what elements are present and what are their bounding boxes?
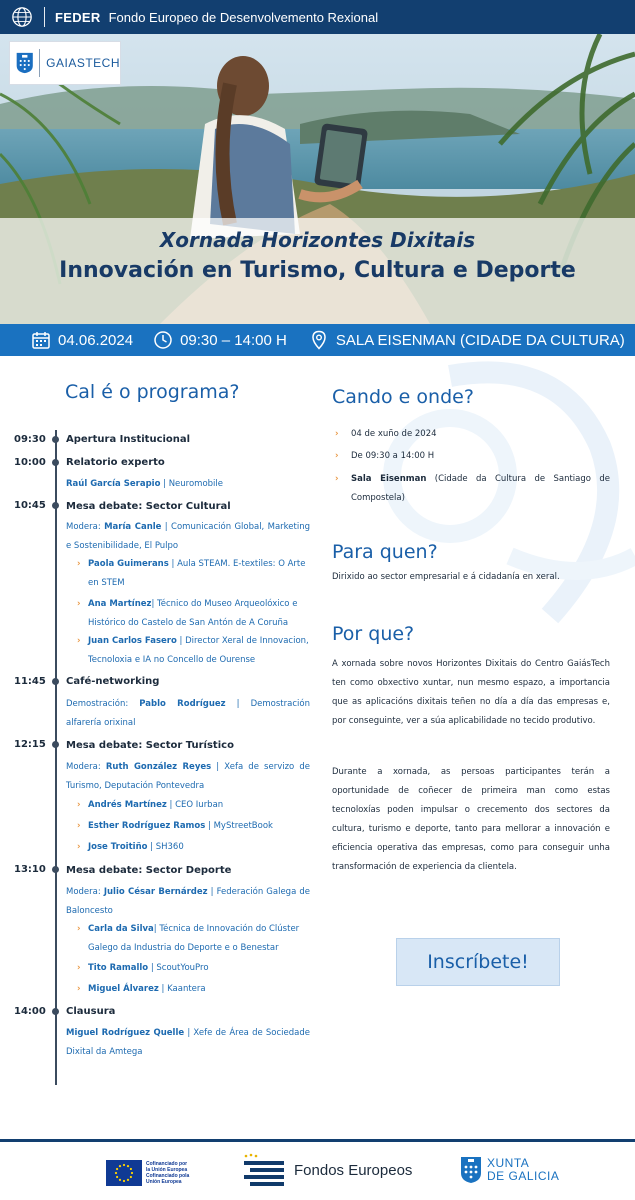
timeline-dot bbox=[52, 502, 59, 509]
clock-icon bbox=[153, 330, 173, 350]
agenda-time: 11:45 bbox=[14, 676, 46, 687]
chevron-right-icon: › bbox=[77, 559, 81, 569]
panelist-org: | Kaantera bbox=[158, 984, 206, 994]
agenda-moderator bbox=[66, 883, 310, 921]
venue-detail: (Cidade da Cultura de Santiago de Compostela) bbox=[351, 474, 610, 503]
gaiastech-wordmark: GAIASTECH bbox=[46, 56, 120, 70]
event-date-text: 04.06.2024 bbox=[58, 331, 134, 349]
agenda-speaker bbox=[66, 475, 310, 494]
who-text: Dirixido ao sector empresarial e á cidadanía en xeral. bbox=[332, 572, 560, 582]
feder-label: FEDER bbox=[55, 9, 101, 25]
agenda-title: Mesa debate: Sector Cultural bbox=[66, 501, 231, 512]
panelist-item bbox=[77, 980, 310, 999]
panelist-item bbox=[77, 796, 310, 815]
galicia-shield-icon bbox=[16, 47, 33, 79]
panelist-item bbox=[77, 595, 310, 633]
why-heading: Por que? bbox=[332, 623, 415, 645]
panelist-org: | Técnico do Museo Arqueolóxico e Histórico do Castelo de San Antón de A Coruña bbox=[88, 599, 298, 628]
event-subtitle: Xornada Horizontes Dixitais bbox=[159, 228, 476, 252]
program-timeline bbox=[55, 430, 57, 1085]
agenda-speaker bbox=[66, 1024, 310, 1062]
eu-line: Unión Europea bbox=[146, 1179, 182, 1185]
why-paragraph-2: Durante a xornada, as persoas participantes terán a oportunidade de coñecer de primeira man como estas tecnoloxías poden impulsar o crecemento dos sectores da cultura, turismo e deporte, tanto para mellorar a innovación e eficiencia operativa das empresas, como para conseguir unha transformación de experiencia da clientela. bbox=[332, 767, 610, 872]
chevron-right-icon: › bbox=[77, 599, 81, 609]
panelist-name: Jose Troitiño bbox=[88, 842, 148, 852]
xunta-line-1: XUNTA bbox=[487, 1156, 530, 1170]
chevron-right-icon: › bbox=[77, 963, 81, 973]
when-place-item bbox=[335, 470, 610, 508]
chevron-right-icon: › bbox=[77, 984, 81, 994]
chevron-right-icon: › bbox=[335, 451, 339, 461]
why-paragraph-1: A xornada sobre novos Horizontes Dixitais do Centro GaiásTech ten como obxectivo xuntar, nun mesmo espazo, a importancia que as aplicacións dixitais teñen no día a día das empresas e, por conseguinte, ver a súa aplicabilidade no tecido produtivo. bbox=[332, 659, 610, 726]
gaiastech-logo[interactable] bbox=[9, 41, 121, 85]
agenda-time: 09:30 bbox=[14, 434, 46, 445]
agenda-moderator bbox=[66, 758, 310, 796]
panelist-name: Juan Carlos Fasero bbox=[88, 636, 177, 646]
timeline-dot bbox=[52, 459, 59, 466]
panelist-item bbox=[77, 632, 310, 670]
agenda-title: Mesa debate: Sector Turístico bbox=[66, 740, 234, 751]
when-time-text: De 09:30 a 14:00 H bbox=[351, 451, 435, 461]
moderator-name: Julio César Bernárdez bbox=[103, 887, 208, 897]
speaker-name: Raúl García Serapio bbox=[66, 479, 161, 489]
chevron-right-icon: › bbox=[77, 924, 81, 934]
timeline-dot bbox=[52, 741, 59, 748]
panelist-name: Tito Ramallo bbox=[88, 963, 149, 973]
panelist-org: | Aula STEAM. E-textiles: O Arte en STEM bbox=[88, 559, 306, 588]
agenda-title: Mesa debate: Sector Deporte bbox=[66, 865, 232, 876]
eu-flag-icon bbox=[106, 1160, 142, 1186]
register-button[interactable]: Inscríbete! bbox=[396, 938, 560, 986]
fondos-europeos-text: Fondos Europeos bbox=[294, 1161, 413, 1179]
feder-full-name: Fondo Europeo de Desenvolvemento Rexional bbox=[108, 9, 379, 25]
when-date-text: 04 de xuño de 2024 bbox=[351, 429, 437, 439]
event-title: Innovación en Turismo, Cultura e Deporte bbox=[59, 258, 576, 283]
location-pin-icon bbox=[309, 330, 329, 350]
chevron-right-icon: › bbox=[77, 800, 81, 810]
when-place-text bbox=[335, 470, 610, 508]
event-time-text: 09:30 – 14:00 H bbox=[180, 331, 287, 349]
timeline-dot bbox=[52, 436, 59, 443]
panelist-org: | SH360 bbox=[147, 842, 184, 852]
calendar-icon bbox=[31, 330, 51, 350]
when-date-item bbox=[335, 425, 610, 444]
agenda-time: 14:00 bbox=[14, 1006, 46, 1017]
demo-org: | Demostración alfarería orixinal bbox=[66, 699, 310, 728]
event-date bbox=[31, 330, 133, 350]
panelist-org: | Técnica de Innovación do Clúster Galego da Industria do Deporte e o Benestar bbox=[88, 924, 300, 953]
hero-banner bbox=[0, 34, 635, 324]
when-heading: Cando e onde? bbox=[332, 386, 474, 408]
header-divider bbox=[44, 7, 45, 27]
panelist-item bbox=[77, 959, 310, 978]
moderator-org: | Xefa de servizo de Turismo, Deputación Pontevedra bbox=[66, 762, 310, 791]
panelist-org: | Director Xeral de Innovacion, Tecnoloxia e IA no Concello de Ourense bbox=[88, 636, 309, 665]
panelist-name: Paola Guimerans bbox=[88, 559, 169, 569]
panelist-org: | ScoutYouPro bbox=[148, 963, 209, 973]
xunta-text bbox=[487, 1157, 559, 1183]
event-time bbox=[153, 330, 287, 350]
agenda-title: Relatorio experto bbox=[66, 457, 165, 468]
program-heading: Cal é o programa? bbox=[65, 381, 240, 403]
eu-cofunded-logo bbox=[106, 1159, 206, 1187]
panelist-item bbox=[77, 920, 310, 958]
panelist-org: | CEO Iurban bbox=[166, 800, 224, 810]
fondos-europeos-flag-icon bbox=[240, 1152, 288, 1188]
footer-divider bbox=[0, 1139, 635, 1142]
agenda-title: Café-networking bbox=[66, 676, 160, 687]
eu-line: Cofinanciado pola bbox=[146, 1173, 190, 1179]
moderator-label: Modera: bbox=[66, 762, 106, 772]
speaker-org: | Neuromobile bbox=[160, 479, 224, 489]
panelist-item bbox=[77, 555, 310, 593]
moderator-org: | Federación Galega de Baloncesto bbox=[66, 887, 310, 916]
event-title-box bbox=[0, 218, 635, 324]
chevron-right-icon: › bbox=[77, 636, 81, 646]
speaker-org: | Xefe de Área de Sociedade Dixital da Amtega bbox=[66, 1028, 310, 1057]
feder-header-bar bbox=[0, 0, 635, 34]
panelist-name: Carla da Silva bbox=[88, 924, 154, 934]
agenda-time: 13:10 bbox=[14, 864, 46, 875]
agenda-moderator bbox=[66, 518, 310, 556]
eu-cofunded-text bbox=[146, 1161, 189, 1185]
panelist-org: | MyStreetBook bbox=[205, 821, 273, 831]
agenda-title: Apertura Institucional bbox=[66, 434, 191, 445]
panelist-name: Ana Martínez bbox=[88, 599, 152, 609]
panelist-name: Andrés Martínez bbox=[88, 800, 167, 810]
who-heading: Para quen? bbox=[332, 541, 438, 563]
timeline-dot bbox=[52, 866, 59, 873]
xunta-line-2: DE GALICIA bbox=[487, 1169, 560, 1183]
panelist-item bbox=[77, 838, 310, 857]
event-info-bar bbox=[0, 324, 635, 356]
logo-divider bbox=[39, 49, 40, 77]
venue-name: Sala Eisenman bbox=[351, 474, 427, 484]
moderator-label: Modera: bbox=[66, 522, 105, 532]
when-time-item bbox=[335, 447, 610, 466]
xunta-de-galicia-logo bbox=[460, 1156, 559, 1184]
chevron-right-icon: › bbox=[77, 842, 81, 852]
timeline-dot bbox=[52, 678, 59, 685]
agenda-demo bbox=[66, 695, 310, 733]
xunta-shield-icon bbox=[460, 1156, 482, 1184]
event-place bbox=[309, 330, 625, 350]
demo-name: Pablo Rodríguez bbox=[139, 699, 226, 709]
speaker-name: Miguel Rodríguez Quelle bbox=[66, 1028, 185, 1038]
agenda-time: 10:45 bbox=[14, 500, 46, 511]
moderator-label: Modera: bbox=[66, 887, 104, 897]
eu-line: la Unión Europea bbox=[146, 1167, 188, 1173]
fondos-europeos-logo bbox=[240, 1152, 412, 1188]
moderator-org: | Comunicación Global, Marketing e Sostenibilidade, El Pulpo bbox=[66, 522, 310, 551]
demo-label: Demostración: bbox=[66, 699, 140, 709]
panelist-name: Esther Rodríguez Ramos bbox=[88, 821, 206, 831]
agenda-title: Clausura bbox=[66, 1006, 116, 1017]
event-place-text: SALA EISENMAN (CIDADE DA CULTURA) bbox=[335, 331, 625, 349]
chevron-right-icon: › bbox=[335, 429, 339, 439]
chevron-right-icon: › bbox=[335, 474, 339, 484]
moderator-name: Ruth González Reyes bbox=[105, 762, 212, 772]
panelist-name: Miguel Álvarez bbox=[88, 984, 159, 994]
globe-icon bbox=[11, 6, 33, 28]
agenda-time: 12:15 bbox=[14, 739, 46, 750]
timeline-dot bbox=[52, 1008, 59, 1015]
chevron-right-icon: › bbox=[77, 821, 81, 831]
moderator-name: María Canle bbox=[104, 522, 162, 532]
agenda-time: 10:00 bbox=[14, 457, 46, 468]
eu-line: Cofinanciado por bbox=[146, 1161, 188, 1167]
panelist-item bbox=[77, 817, 310, 836]
